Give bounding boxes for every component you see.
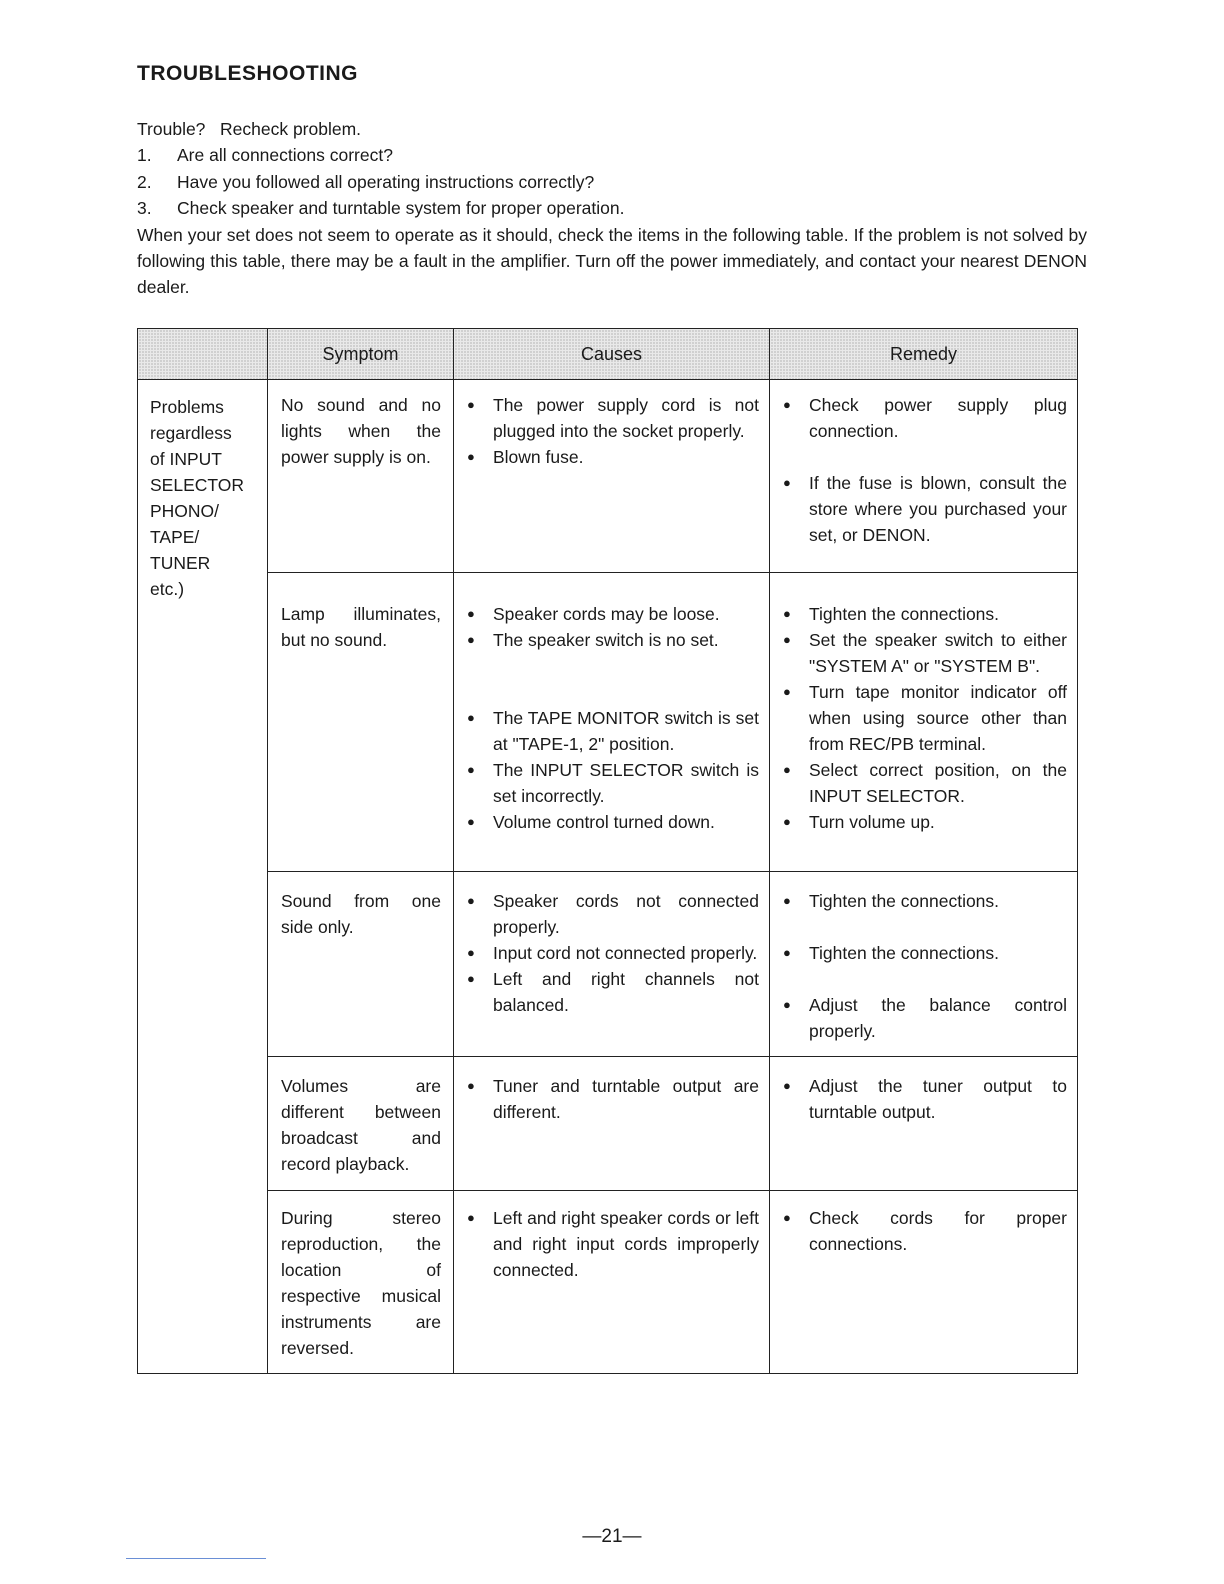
page-title: TROUBLESHOOTING bbox=[137, 62, 358, 85]
causes-cell bbox=[454, 872, 770, 1057]
table-header-row bbox=[138, 329, 1078, 380]
remedy-item: ● Tighten the connections. bbox=[783, 888, 1067, 914]
step-text: Are all connections correct? bbox=[177, 145, 393, 166]
remedy-item: ● Tighten the connections. bbox=[783, 601, 1067, 627]
cause-item: ● The TAPE MONITOR switch is set at "TAPE-1, 2" position. bbox=[467, 705, 759, 757]
intro-section bbox=[137, 116, 1087, 301]
header-symptom: Symptom bbox=[268, 329, 454, 380]
intro-lead: Trouble? Recheck problem. bbox=[137, 119, 362, 139]
table-row bbox=[138, 380, 1078, 573]
cause-item: ● The speaker switch is no set. bbox=[467, 627, 759, 653]
header-group bbox=[138, 329, 268, 380]
remedy-item: ● Set the speaker switch to either "SYSTEM A" or "SYSTEM B". bbox=[783, 627, 1067, 679]
remedy-cell bbox=[770, 1191, 1078, 1374]
causes-cell bbox=[454, 1057, 770, 1191]
step-number: 3. bbox=[137, 198, 152, 219]
page-number: —21— bbox=[582, 1526, 642, 1547]
step-text: Check speaker and turntable system for proper operation. bbox=[177, 198, 625, 219]
causes-cell bbox=[454, 1191, 770, 1374]
causes-cell bbox=[454, 380, 770, 573]
remedy-item: ● Adjust the balance control properly. bbox=[783, 992, 1067, 1044]
header-causes: Causes bbox=[454, 329, 770, 380]
step-text: Have you followed all operating instructions correctly? bbox=[177, 171, 595, 192]
symptom-cell: During stereo reproduction, the location of respective musical instruments are reversed. bbox=[268, 1191, 454, 1374]
remedy-item: ● Tighten the connections. bbox=[783, 940, 1067, 966]
step-number: 2. bbox=[137, 171, 152, 192]
group-line: TAPE/ bbox=[150, 527, 200, 547]
group-line: SELECTOR bbox=[150, 475, 245, 495]
group-line: TUNER bbox=[150, 553, 211, 573]
intro-step bbox=[137, 142, 1087, 168]
cause-item: ● Volume control turned down. bbox=[467, 809, 759, 835]
remedy-item: ● Select correct position, on the INPUT SELECTOR. bbox=[783, 757, 1067, 809]
remedy-cell bbox=[770, 872, 1078, 1057]
remedy-item: ● Turn tape monitor indicator off when using source other than from REC/PB terminal. bbox=[783, 679, 1067, 757]
remedy-item: ● Check power supply plug connection. bbox=[783, 392, 1067, 444]
symptom-cell: Lamp illuminates, but no sound. bbox=[268, 573, 454, 872]
problem-group-cell bbox=[138, 380, 268, 1374]
remedy-cell bbox=[770, 573, 1078, 872]
remedy-item: ● Adjust the tuner output to turntable output. bbox=[783, 1073, 1067, 1125]
cause-item: ● Blown fuse. bbox=[467, 444, 759, 470]
table-row bbox=[138, 1057, 1078, 1191]
group-line: Problems bbox=[150, 397, 224, 417]
group-line: of INPUT bbox=[150, 449, 222, 469]
group-line: etc.) bbox=[150, 579, 185, 599]
remedy-cell bbox=[770, 1057, 1078, 1191]
cause-item: ● The INPUT SELECTOR switch is set incorrectly. bbox=[467, 757, 759, 809]
symptom-cell: No sound and no lights when the power supply is on. bbox=[268, 380, 454, 573]
cause-item: ● Tuner and turntable output are different. bbox=[467, 1073, 759, 1125]
remedy-item: ● If the fuse is blown, consult the store where you purchased your set, or DENON. bbox=[783, 470, 1067, 548]
remedy-cell bbox=[770, 380, 1078, 573]
intro-step bbox=[137, 169, 1087, 195]
cause-item: ● Speaker cords may be loose. bbox=[467, 601, 759, 627]
intro-paragraph: When your set does not seem to operate as it should, check the items in the following table. If the problem is not solved by following this table, there may be a fault in the amplifier. Turn off the power immediately, and contact your nearest DENON dealer. bbox=[137, 224, 1087, 298]
header-remedy: Remedy bbox=[770, 329, 1078, 380]
troubleshooting-table bbox=[137, 328, 1078, 1374]
cause-item: ● Speaker cords not connected properly. bbox=[467, 888, 759, 940]
cause-item: ● Input cord not connected properly. bbox=[467, 940, 759, 966]
group-line: PHONO/ bbox=[150, 501, 220, 521]
causes-cell bbox=[454, 573, 770, 872]
remedy-item: ● Turn volume up. bbox=[783, 809, 1067, 835]
cause-item: ● Left and right channels not balanced. bbox=[467, 966, 759, 1018]
table-row bbox=[138, 573, 1078, 872]
symptom-cell: Volumes are different between broadcast and record playback. bbox=[268, 1057, 454, 1191]
footer-rule bbox=[126, 1558, 266, 1559]
intro-step bbox=[137, 195, 1087, 221]
cause-item: ● Left and right speaker cords or left and right input cords improperly connected. bbox=[467, 1205, 759, 1283]
symptom-cell: Sound from one side only. bbox=[268, 872, 454, 1057]
step-number: 1. bbox=[137, 145, 152, 166]
remedy-item: ● Check cords for proper connections. bbox=[783, 1205, 1067, 1257]
table-row bbox=[138, 1191, 1078, 1374]
group-line: regardless bbox=[150, 423, 232, 443]
table-row bbox=[138, 872, 1078, 1057]
cause-item: ● The power supply cord is not plugged into the socket properly. bbox=[467, 392, 759, 444]
